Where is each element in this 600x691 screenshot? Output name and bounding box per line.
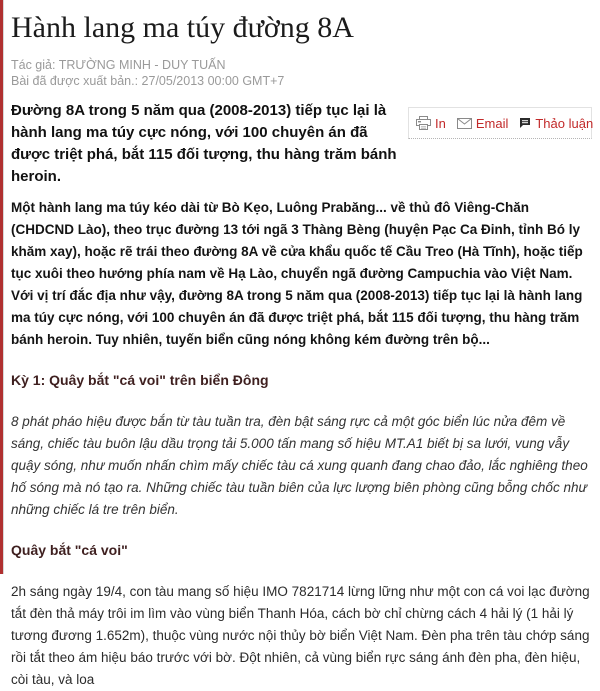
discuss-link[interactable] — [519, 116, 593, 131]
lead-section — [11, 100, 592, 188]
page-title: Hành lang ma túy đường 8A — [11, 11, 354, 44]
envelope-icon — [457, 118, 472, 129]
author-label: Tác giả: — [11, 58, 56, 72]
article-page — [5, 0, 600, 687]
print-link[interactable] — [416, 116, 446, 131]
email-label: Email — [475, 115, 509, 131]
author-line — [11, 57, 592, 73]
left-accent-bar — [0, 0, 4, 574]
email-link[interactable] — [457, 116, 509, 131]
article-body — [11, 197, 592, 691]
article-meta — [11, 57, 592, 89]
body-paragraph-bold: Một hành lang ma túy kéo dài từ Bò Kẹo, Luông Prabăng... về thủ đô Viêng-Chăn (CHDCND Lào), theo trục đường 13 tới ngã 3 Thàng Bèng (huyện Pạc Ca Đinh, tỉnh Bó ly khăm xay), hoặc rẽ trái theo đường 8A về cửa khẩu quốc tế Cầu Treo (Hà Tĩnh), hoặc tiếp tục xuôi theo hướng phía nam về Hạ Lào, chuyển ngã đường Campuchia vào Việt Nam. Với vị trí đắc địa như vậy, đường 8A trong 5 năm qua (2008-2013) tiếp tục lại là hành lang ma túy cực nóng, với 100 chuyên án đã được triệt phá, bắt 115 đối tượng, thu hàng trăm bánh heroin. Tuy nhiên, tuyến biển cũng nóng không kém đường trên bộ... — [11, 200, 583, 347]
discuss-label: Thảo luận — [535, 115, 594, 131]
comment-icon — [519, 117, 531, 129]
printer-icon — [416, 116, 431, 130]
print-label: In — [435, 115, 446, 131]
section-heading-quay-bat: Quây bắt "cá voi" — [11, 542, 128, 558]
section-heading-ky1: Kỳ 1: Quây bắt "cá voi" trên biển Đông — [11, 372, 269, 388]
published-value: 27/05/2013 00:00 GMT+7 — [141, 74, 285, 88]
lead-paragraph: Đường 8A trong 5 năm qua (2008-2013) tiếp tục lại là hành lang ma túy cực nóng, với 100 chuyên án đã được triệt phá, bắt 115 đối tượng, thu hàng trăm bánh heroin. — [11, 102, 397, 185]
published-label: Bài đã được xuất bản.: — [11, 74, 139, 88]
author-value: TRƯỜNG MINH - DUY TUẤN — [58, 58, 226, 72]
published-line — [11, 73, 592, 89]
body-paragraph-normal: 2h sáng ngày 19/4, con tàu mang số hiệu IMO 7821714 lừng lững như một con cá voi lạc đường tắt đèn thả máy trôi im lìm vào vùng biển Thanh Hóa, cách bờ chỉ chừng cách 4 hải lý (1 hải lý tương đương 1.652m), thuộc vùng nước nội thủy bờ biển Việt Nam. Đèn pha trên tàu chớp sáng rồi tắt theo ám hiệu báo trước với bờ. Đột nhiên, cả vùng biển rực sáng ánh đèn pha, đèn hiệu, còi tàu, và loa — [11, 584, 590, 687]
share-toolbar — [408, 107, 592, 139]
body-paragraph-italic: 8 phát pháo hiệu được bắn từ tàu tuần tra, đèn bật sáng rực cả một góc biển lúc nửa đêm về sáng, chiếc tàu buôn lậu dầu trọng tải 5.000 tấn mang số hiệu MT.A1 biết bị sa lưới, vung vẫy quậy sóng, như muốn nhấn chìm mấy chiếc tàu cá xung quanh đang chao đảo, lắc nghiêng theo hố sóng mà nó tạo ra. Những chiếc tàu tuần biên của lực lượng biên phòng cũng bỗng chốc như những chiếc lá tre trên biển. — [11, 414, 588, 517]
